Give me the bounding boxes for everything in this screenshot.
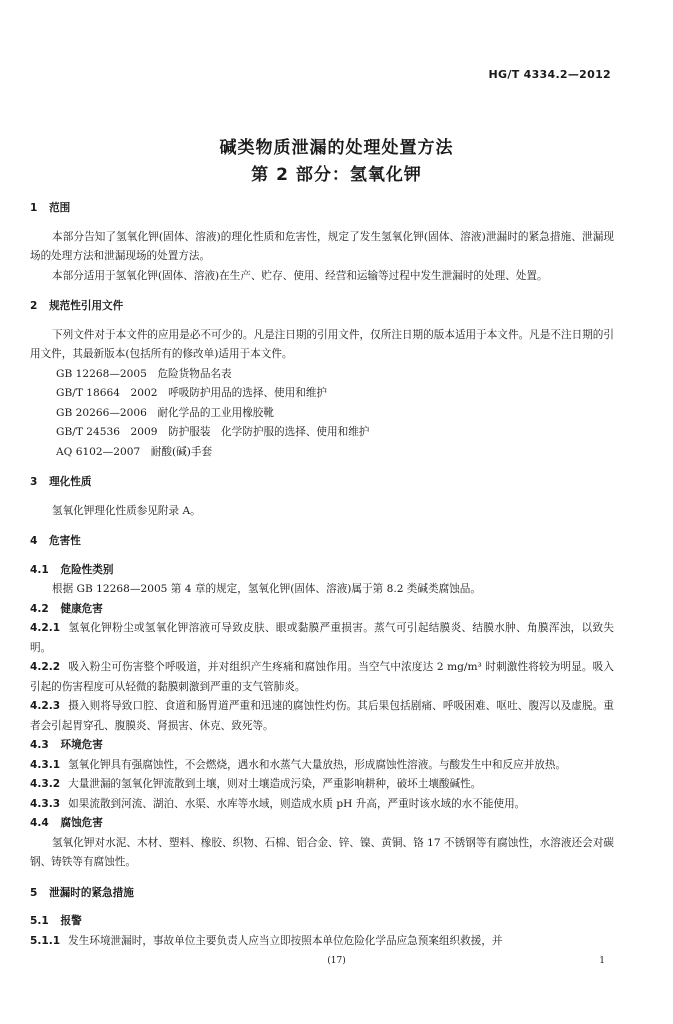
clause-5-1-1: 5.1.1 发生环境泄漏时，事故单位主要负责人应当立即按照本单位危险化学品应急预案组织救援，并: [30, 934, 503, 947]
clause-4-3-1: 4.3.1 氢氧化钾具有强腐蚀性，不会燃烧，遇水和水蒸气大量放热，形成腐蚀性溶液。与酸发生中和反应并放热。: [30, 758, 567, 771]
subsection-heading-5-1: 5.1 报警: [30, 915, 82, 927]
paragraph: 本部分适用于氢氧化钾(固体、溶液)在生产、贮存、使用、经营和运输等过程中发生泄漏时的处理、处置。: [52, 269, 548, 282]
reference-item: GB 12268—2005 危险货物品名表: [56, 367, 232, 380]
section-heading-3: 3 理化性质: [30, 476, 92, 488]
clause-4-2-1: 4.2.1 氢氧化钾粉尘或氢氧化钾溶液可导致皮肤、眼或黏膜严重损害。蒸气可引起结膜炎、结膜水肿、角膜浑浊，以致失明。: [30, 622, 614, 654]
reference-item: GB/T 18664 2002 呼吸防护用品的选择、使用和维护: [56, 387, 328, 399]
document-body: [30, 196, 614, 951]
section-heading-2: 2 规范性引用文件: [30, 300, 124, 312]
section-heading-1: 1 范围: [30, 202, 71, 214]
paragraph: 下列文件对于本文件的应用是必不可少的。凡是注日期的引用文件，仅所注日期的版本适用于本文件。凡是不注日期的引用文件，其最新版本(包括所有的修改单)适用于本文件。: [30, 328, 614, 360]
paragraph: 氢氧化钾理化性质参见附录 A。: [52, 504, 201, 517]
subsection-heading-4-3: 4.3 环境危害: [30, 739, 103, 751]
paragraph: 氢氧化钾对水泥、木材、塑料、橡胶、织物、石棉、铝合金、锌、镍、黄铜、铬 17 不锈钢等有腐蚀性，水溶液还会对碳钢、铸铁等有腐蚀性。: [30, 836, 614, 868]
paragraph: 根据 GB 12268—2005 第 4 章的规定，氢氧化钾(固体、溶液)属于第 8.2 类碱类腐蚀品。: [52, 583, 481, 595]
section-heading-4: 4 危害性: [30, 535, 81, 547]
section-heading-5: 5 泄漏时的紧急措施: [30, 886, 134, 899]
clause-4-3-3: 4.3.3 如果流散到河流、湖泊、水渠、水库等水域，则造成水质 pH 升高，严重时该水域的水不能使用。: [30, 797, 526, 810]
paragraph: 本部分告知了氢氧化钾(固体、溶液)的理化性质和危害性，规定了发生氢氧化钾(固体、溶液)泄漏时的紧急措施、泄漏现场的处理方法和泄漏现场的处置方法。: [30, 230, 614, 262]
document-subtitle: 第 2 部分：氢氧化钾: [251, 165, 422, 185]
document-title: 碱类物质泄漏的处理处置方法: [219, 138, 454, 158]
reference-item: GB 20266—2006 耐化学品的工业用橡胶靴: [56, 406, 274, 419]
reference-item: GB/T 24536 2009 防护服装 化学防护服的选择、使用和维护: [56, 426, 370, 438]
subsection-heading-4-2: 4.2 健康危害: [30, 602, 103, 615]
reference-item: AQ 6102—2007 耐酸(碱)手套: [56, 445, 213, 458]
subsection-heading-4-1: 4.1 危险性类别: [30, 563, 114, 576]
clause-4-2-2: 4.2.2 吸入粉尘可伤害整个呼吸道，并对组织产生疼痛和腐蚀作用。当空气中浓度达 2 mg/m³ 时刺激性将较为明显。吸入引起的伤害程度可从轻微的黏膜刺激到严重的支气管肺炎。: [30, 661, 614, 693]
page-number: 1: [599, 956, 605, 966]
clause-4-3-2: 4.3.2 大量泄漏的氢氧化钾流散到土壤，则对土壤造成污染，严重影响耕种，破坏土壤酸碱性。: [30, 778, 482, 790]
clause-4-2-3: 4.2.3 摄入则将导致口腔、食道和肠胃道严重和迅速的腐蚀性灼伤。其后果包括剧痛、呼吸困难、呕吐、腹泻以及虚脱。重者会引起胃穿孔、腹膜炎、肾损害、休克、致死等。: [30, 700, 614, 732]
standard-number: HG/T 4334.2—2012: [488, 68, 611, 81]
page-label: (17): [327, 956, 346, 966]
subsection-heading-4-4: 4.4 腐蚀危害: [30, 817, 103, 829]
